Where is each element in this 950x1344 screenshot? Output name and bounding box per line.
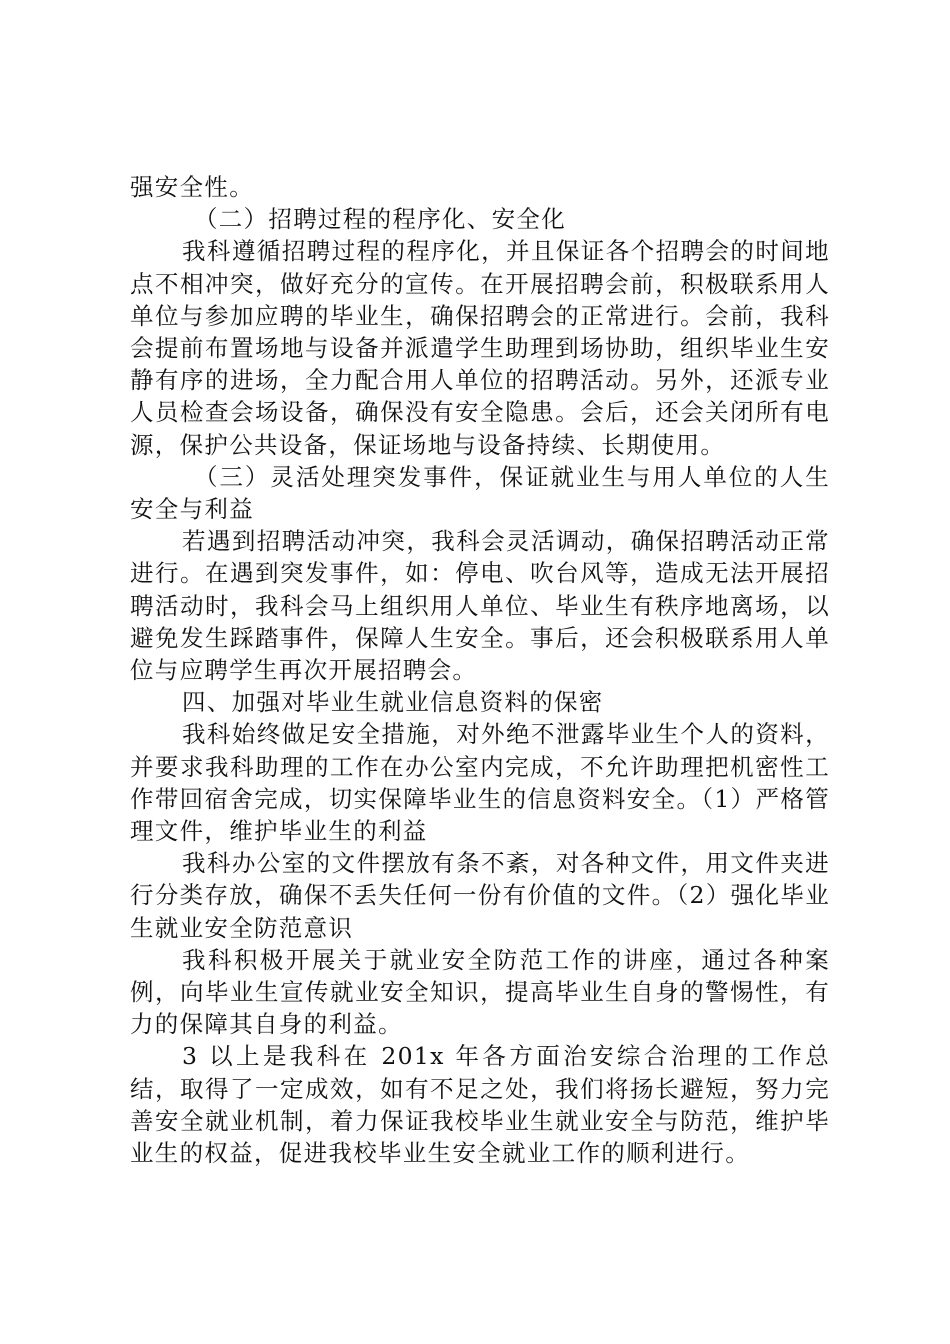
section-heading-4: 四、加强对毕业生就业信息资料的保密: [182, 688, 604, 717]
paragraph-summary: 3 以上是我科在 201x 年各方面治安综合治理的工作总结，取得了一定成效，如有不足之处，我们将扬长避短，努力完善安全就业机制，着力保证我校毕业生就业安全与防范，维护毕业生的权益，促进我校毕业生安全就业工作的顺利进行。: [130, 1042, 830, 1168]
paragraph-continuation: 强安全性。: [130, 173, 254, 201]
paragraph-recruitment-process: 我科遵循招聘过程的程序化，并且保证各个招聘会的时间地点不相冲突，做好充分的宣传。在开展招聘会前，积极联系用人单位与参加应聘的毕业生，确保招聘会的正常进行。会前，我科会提前布置场地与设备并派遣学生助理到场协助，组织毕业生安静有序的进场，全力配合用人单位的招聘活动。另外，还派专业人员检查会场设备，确保没有安全隐患。会后，还会关闭所有电源，保护公共设备，保证场地与设备持续、长期使用。: [130, 237, 830, 459]
paragraph-file-management: 我科办公室的文件摆放有条不紊，对各种文件，用文件夹进行分类存放，确保不丢失任何一份有价值的文件。（2）强化毕业生就业安全防范意识: [130, 849, 830, 942]
paragraph-confidentiality: 我科始终做足安全措施，对外绝不泄露毕业生个人的资料，并要求我科助理的工作在办公室内完成，不允许助理把机密性工作带回宿舍完成，切实保障毕业生的信息资料安全。（1）严格管理文件，维护毕业生的利益: [130, 720, 830, 846]
paragraph-emergency-handling: 若遇到招聘活动冲突，我科会灵活调动，确保招聘活动正常进行。在遇到突发事件，如：停电、吹台风等，造成无法开展招聘活动时，我科会马上组织用人单位、毕业生有秩序地离场，以避免发生踩踏事件，保障人生安全。事后，还会积极联系用人单位与应聘学生再次开展招聘会。: [130, 527, 830, 685]
paragraph-safety-awareness: 我科积极开展关于就业安全防范工作的讲座，通过各种案例，向毕业生宣传就业安全知识，提高毕业生自身的警惕性，有力的保障其自身的利益。: [130, 945, 830, 1039]
document-body: [130, 171, 830, 1169]
section-heading-2: （二）招聘过程的程序化、安全化: [194, 205, 566, 234]
section-heading-3: （三）灵活处理突发事件，保证就业生与用人单位的人生安全与利益: [130, 462, 830, 524]
